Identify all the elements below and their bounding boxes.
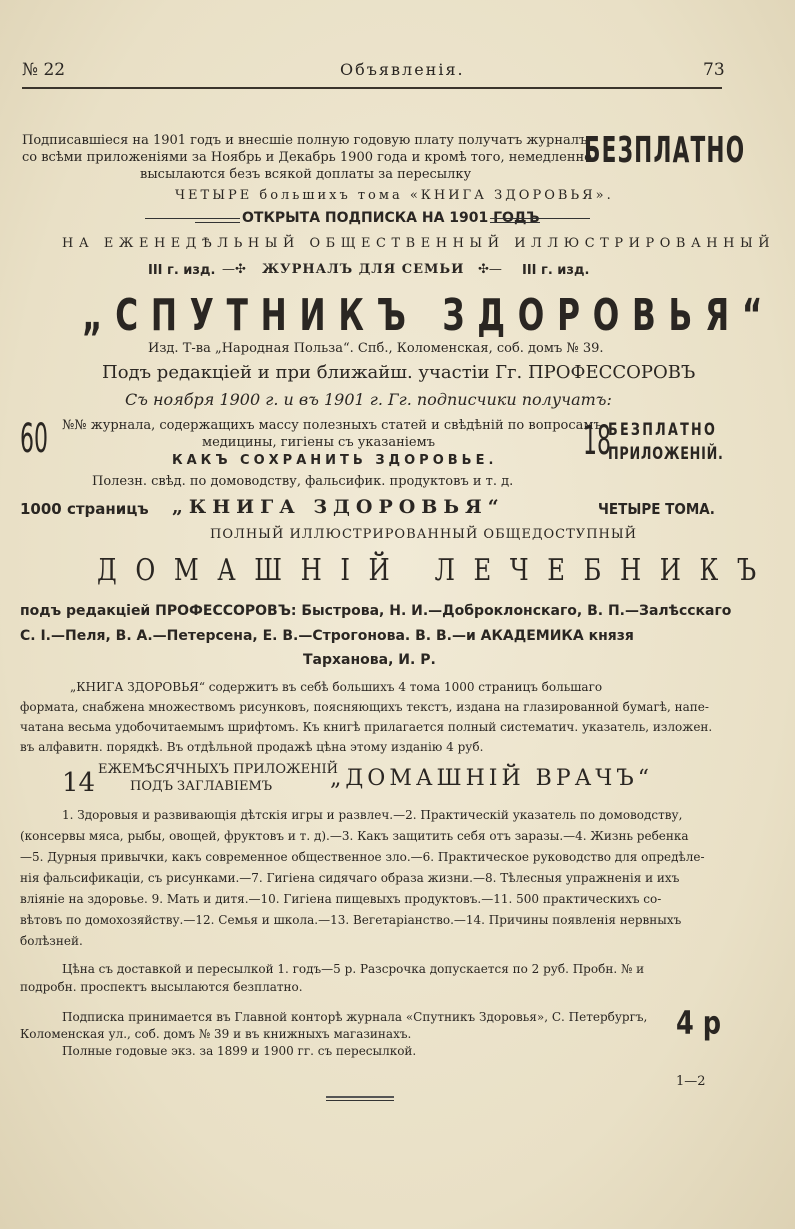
book-pages: 1000 страницъ bbox=[20, 500, 149, 518]
issue-number: № 22 bbox=[22, 60, 66, 80]
header-rule bbox=[22, 87, 722, 89]
year-right: III г. изд. bbox=[522, 263, 590, 278]
contact-line-3: Полные годовые экз. за 1899 и 1900 гг. съ пересылкой. bbox=[62, 1044, 417, 1058]
book-title: „КНИГА ЗДОРОВЬЯ“ bbox=[172, 496, 505, 518]
section-title: Объявленія. bbox=[340, 60, 465, 79]
contact-price: 4 р bbox=[676, 1004, 722, 1042]
intro-line-2: со всѣми приложеніями за Ноябрь и Декабрь 1900 года и кромѣ того, немедленно bbox=[22, 150, 592, 165]
desc-line-4: въ алфавитн. порядкѣ. Въ отдѣльной продажѣ цѣна этому изданію 4 руб. bbox=[20, 740, 484, 754]
topic-line-7: болѣзней. bbox=[20, 934, 83, 948]
monthly-line-2: ПОДЪ ЗАГЛАВІЕМЪ bbox=[130, 779, 273, 794]
rule-left bbox=[145, 218, 240, 219]
intro-line-4: ЧЕТЫРЕ большихъ тома «КНИГА ЗДОРОВЬЯ». bbox=[175, 188, 614, 203]
free-label: БЕЗПЛАТНО bbox=[584, 130, 746, 171]
subscription-open: ОТКРЫТА ПОДПИСКА НА 1901 ГОДЪ bbox=[242, 210, 540, 226]
footnote: 1—2 bbox=[676, 1074, 706, 1089]
price-line-2: подробн. проспектъ высылаются безплатно. bbox=[20, 980, 303, 994]
intro-line-3: высылаются безъ всякой доплаты за пересылку bbox=[140, 167, 472, 182]
issues-line-1: №№ журнала, содержащихъ массу полезныхъ статей и свѣдѣній по вопросамъ bbox=[62, 418, 602, 433]
monthly-title: „ДОМАШНІЙ ВРАЧЪ“ bbox=[330, 766, 654, 791]
contact-line-1: Подписка принимается въ Главной конторѣ журнала «Спутникъ Здоровья», С. Петербургъ, bbox=[62, 1010, 648, 1024]
page-number: 73 bbox=[703, 60, 725, 80]
weekly-line: НА ЕЖЕНЕДѢЛЬНЫЙ ОБЩЕСТВЕННЫЙ ИЛЛЮСТРИРОВАННЫЙ bbox=[62, 236, 776, 251]
ornament-right: ✣— bbox=[478, 262, 502, 277]
topic-line-6: вѣтовъ по домохозяйству.—12. Семья и школа.—13. Вегетаріанство.—14. Причины появленія нервныхъ bbox=[20, 913, 682, 927]
desc-line-3: чатана весьма удобочитаемымъ шрифтомъ. Къ книгѣ прилагается полный систематич. указатель, изложен. bbox=[20, 720, 713, 734]
publisher: Изд. Т-ва „Народная Польза“. Спб., Коломенская, соб. домъ № 39. bbox=[148, 341, 604, 356]
topic-line-3: —5. Дурныя привычки, какъ современное общественное зло.—6. Практическое руководство для опредѣле- bbox=[20, 850, 705, 864]
rule-right bbox=[490, 218, 590, 219]
editorship: Подъ редакціей и при ближайш. участіи Гг. ПРОФЕССОРОВЪ bbox=[102, 362, 696, 383]
intro-line-1: Подписавшіеся на 1901 годъ и внесшіе полную годовую плату получатъ журналъ bbox=[22, 133, 588, 148]
topic-line-5: вліяніе на здоровье. 9. Мать и дитя.—10. Гигіена пищевыхъ продуктовъ.—11. 500 практическихъ со- bbox=[20, 892, 662, 906]
topic-line-1: 1. Здоровыя и развивающія дѣтскія игры и развлеч.—2. Практическій указатель по домоводству, bbox=[62, 808, 683, 822]
rule-right-2 bbox=[490, 222, 540, 223]
monthly-number: 14 bbox=[62, 768, 96, 798]
popular-line: ПОЛНЫЙ ИЛЛЮСТРИРОВАННЫЙ ОБЩЕДОСТУПНЫЙ bbox=[210, 527, 637, 542]
year-left: III г. изд. bbox=[148, 263, 216, 278]
book-volumes: ЧЕТЫРЕ ТОМА. bbox=[598, 500, 715, 518]
rule-left-2 bbox=[195, 222, 240, 223]
issues-number: 60 bbox=[20, 416, 48, 462]
bottom-rule-1 bbox=[326, 1096, 394, 1098]
issues-line-4: Полезн. свѣд. по домоводству, фальсифик. продуктовъ и т. д. bbox=[92, 474, 514, 489]
ornament-left: —✣ bbox=[222, 262, 246, 277]
price-line-1: Цѣна съ доставкой и пересылкой 1. годъ—5 р. Разсрочка допускается по 2 руб. Пробн. № и bbox=[62, 962, 645, 976]
issues-line-3: КАКЪ СОХРАНИТЬ ЗДОРОВЬЕ. bbox=[172, 453, 498, 468]
appendix-line-1: БЕЗПЛАТНО bbox=[608, 420, 718, 440]
editors-line-1: подъ редакціей ПРОФЕССОРОВЪ: Быстрова, Н. И.—Доброклонскаго, В. П.—Залѣсскаго bbox=[20, 603, 732, 619]
monthly-line-1: ЕЖЕМѢСЯЧНЫХЪ ПРИЛОЖЕНІЙ bbox=[98, 762, 338, 777]
journal-title: „СПУТНИКЪ ЗДОРОВЬЯ“ bbox=[82, 290, 776, 341]
home-healer: ДОМАШНІЙ ЛЕЧЕБНИКЪ bbox=[97, 553, 775, 588]
bottom-rule-2 bbox=[326, 1100, 394, 1101]
topic-line-2: (консервы мяса, рыбы, овощей, фруктовъ и т. д).—3. Какъ защитить себя отъ заразы.—4. Жизнь ребенка bbox=[20, 829, 689, 843]
appendix-number: 18 bbox=[583, 418, 611, 464]
editors-line-3: Тарханова, И. Р. bbox=[303, 652, 436, 668]
contact-line-2: Коломенская ул., соб. домъ № 39 и въ книжныхъ магазинахъ. bbox=[20, 1027, 412, 1041]
appendix-line-2: ПРИЛОЖЕНІЙ. bbox=[608, 444, 724, 464]
desc-line-2: формата, снабжена множествомъ рисунковъ, поясняющихъ текстъ, издана на глазированной бумагѣ, напе- bbox=[20, 700, 709, 714]
family-journal: ЖУРНАЛЪ ДЛЯ СЕМЬИ bbox=[262, 262, 465, 277]
topic-line-4: нія фальсификаціи, съ рисунками.—7. Гигіена сидячаго образа жизни.—8. Тѣлесныя упражненія и ихъ bbox=[20, 871, 680, 885]
subscribers-get: Съ ноября 1900 г. и въ 1901 г. Гг. подписчики получатъ: bbox=[125, 390, 612, 409]
desc-line-1: „КНИГА ЗДОРОВЬЯ“ содержитъ въ себѣ большихъ 4 тома 1000 страницъ большаго bbox=[70, 680, 603, 694]
editors-line-2: С. І.—Пеля, В. А.—Петерсена, Е. В.—Строгонова. В. В.—и АКАДЕМИКА князя bbox=[20, 628, 634, 644]
issues-line-2: медицины, гигіены съ указаніемъ bbox=[202, 435, 436, 450]
